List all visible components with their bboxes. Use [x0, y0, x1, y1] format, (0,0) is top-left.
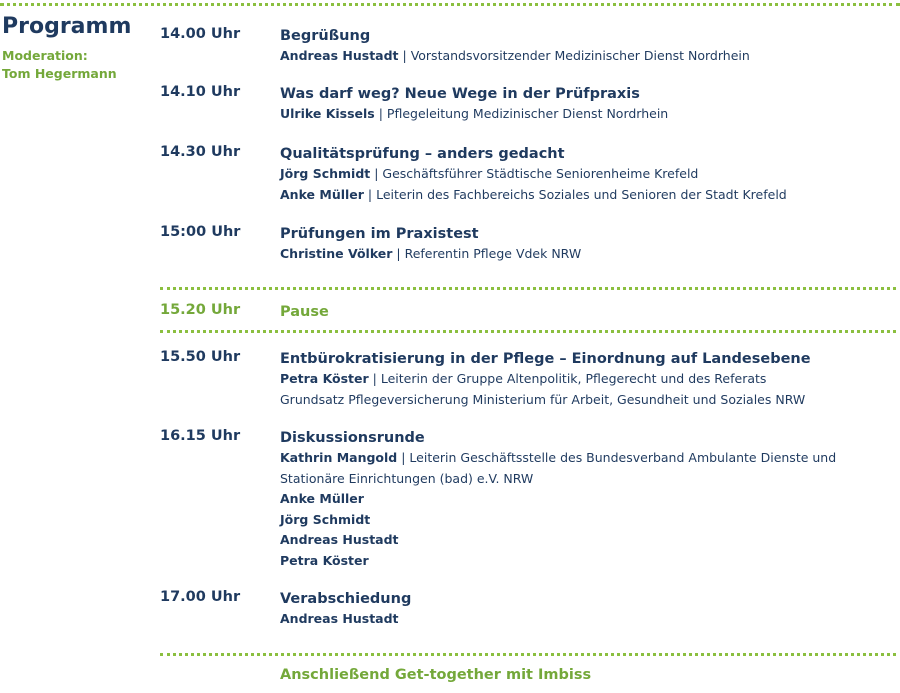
agenda-time: 15.50 Uhr — [160, 349, 241, 365]
speaker-role: | Pflegeleitung Medizinischer Dienst Nordrhein — [374, 106, 669, 121]
agenda-time: 14.30 Uhr — [160, 144, 241, 160]
panelist: Jörg Schmidt — [280, 511, 371, 527]
speaker-name: Ulrike Kissels — [280, 106, 375, 121]
speaker-role-continued: Stationäre Einrichtungen (bad) e.V. NRW — [280, 470, 534, 486]
closing-note: Anschließend Get-together mit Imbiss — [280, 667, 592, 683]
speaker-role: | Leiterin der Gruppe Altenpolitik, Pflegerecht und des Referats — [368, 371, 767, 386]
agenda-time: 14.00 Uhr — [160, 26, 241, 42]
speaker-name: Anke Müller — [280, 186, 364, 202]
speaker-line — [280, 244, 890, 265]
agenda-topic: Entbürokratisierung in der Pflege – Einordnung auf Landesebene — [280, 351, 811, 367]
speaker-name: Christine Völker — [280, 246, 393, 261]
speaker-line — [280, 185, 890, 206]
speaker-role: | Vorstandsvorsitzender Medizinischer Dienst Nordrhein — [398, 48, 750, 63]
speaker-line — [280, 46, 890, 67]
speaker-role: | Geschäftsführer Städtische Seniorenheime Krefeld — [370, 166, 699, 181]
moderation-label: Moderation: — [2, 48, 88, 63]
section-divider — [160, 330, 896, 333]
panelist: Andreas Hustadt — [280, 532, 399, 547]
speaker-line — [280, 164, 890, 185]
agenda-time: 14.10 Uhr — [160, 84, 241, 100]
speaker-name: Kathrin Mangold — [280, 450, 398, 465]
speaker-name: Petra Köster — [280, 371, 369, 386]
speaker-name: Andreas Hustadt — [280, 48, 399, 63]
agenda-time: 15:00 Uhr — [160, 224, 241, 240]
speaker-role: | Leiterin des Fachbereichs Soziales und Senioren der Stadt Krefeld — [363, 186, 787, 202]
agenda-topic: Pause — [280, 304, 329, 320]
agenda-topic: Was darf weg? Neue Wege in der Prüfpraxis — [280, 86, 640, 102]
agenda-topic: Begrüßung — [280, 28, 371, 44]
page-title: Programm — [2, 14, 132, 39]
speaker-role: | Leiterin Geschäftsstelle des Bundesverband Ambulante Dienste und — [397, 450, 837, 465]
speaker-line — [280, 369, 890, 390]
agenda-time: 16.15 Uhr — [160, 428, 241, 444]
agenda-topic: Diskussionsrunde — [280, 430, 425, 446]
section-divider — [160, 287, 896, 290]
panelist: Petra Köster — [280, 552, 369, 568]
speaker-role: | Referentin Pflege Vdek NRW — [392, 246, 582, 261]
speaker-role-continued: Grundsatz Pflegeversicherung Ministerium für Arbeit, Gesundheit und Soziales NRW — [280, 391, 806, 407]
program-header — [2, 14, 131, 83]
speaker-name: Jörg Schmidt — [280, 166, 371, 181]
agenda-topic: Verabschiedung — [280, 591, 412, 607]
speaker-line — [280, 609, 890, 630]
agenda-time: 17.00 Uhr — [160, 589, 241, 605]
agenda-time: 15.20 Uhr — [160, 302, 241, 318]
moderation-block — [2, 47, 131, 83]
section-divider — [160, 653, 896, 656]
agenda-topic: Prüfungen im Praxistest — [280, 226, 479, 242]
top-divider — [0, 3, 900, 6]
moderator-name: Tom Hegermann — [2, 66, 117, 81]
speaker-line — [280, 448, 890, 469]
speaker-line — [280, 104, 890, 125]
panelist: Anke Müller — [280, 491, 364, 506]
agenda-topic: Qualitätsprüfung – anders gedacht — [280, 146, 565, 162]
speaker-name: Andreas Hustadt — [280, 611, 399, 626]
